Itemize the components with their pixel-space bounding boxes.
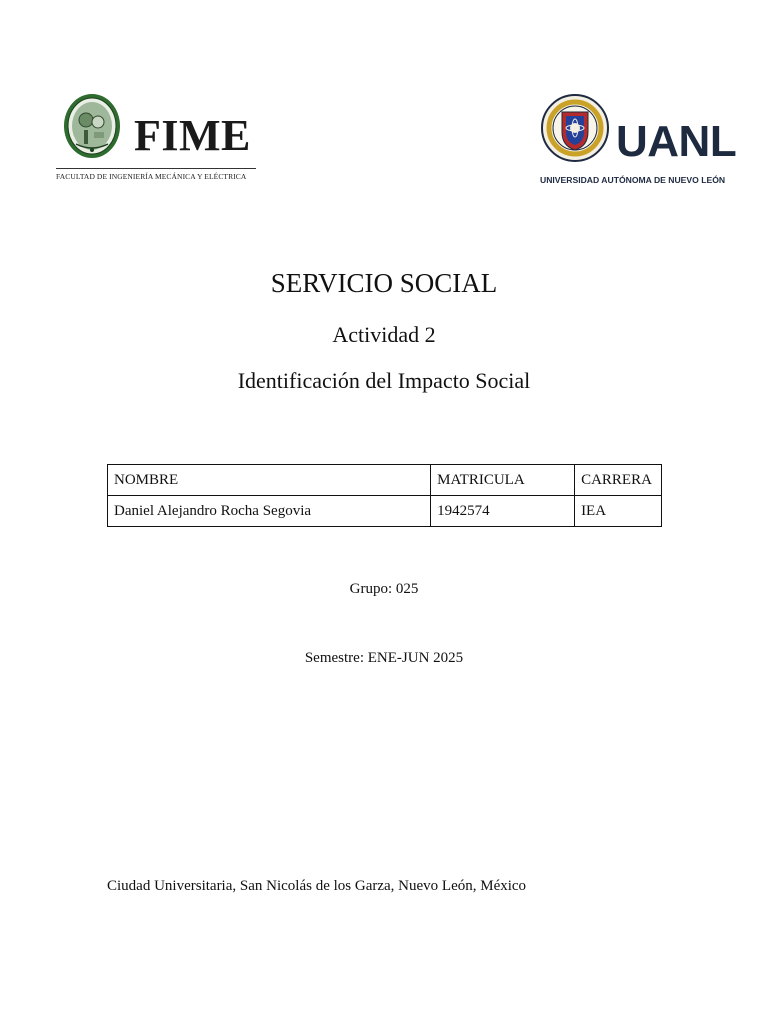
group-label: Grupo: 025	[349, 581, 419, 597]
cell-nombre: Daniel Alejandro Rocha Segovia	[108, 496, 431, 527]
student-info-table	[107, 464, 662, 527]
fime-divider	[56, 168, 256, 169]
fime-seal-icon	[62, 92, 122, 160]
fime-logo	[56, 90, 262, 190]
location-footer: Ciudad Universitaria, San Nicolás de los Garza, Nuevo León, México	[107, 878, 527, 894]
header-matricula: MATRICULA	[431, 465, 575, 496]
uanl-caption: UNIVERSIDAD AUTÓNOMA DE NUEVO LEÓN	[540, 175, 726, 185]
semester-label: Semestre: ENE-JUN 2025	[304, 650, 464, 666]
header-nombre: NOMBRE	[108, 465, 431, 496]
uanl-wordmark: UANL	[616, 117, 737, 166]
table-row	[108, 496, 662, 527]
header-carrera: CARRERA	[575, 465, 662, 496]
cell-matricula: 1942574	[431, 496, 575, 527]
fime-caption: FACULTAD DE INGENIERÍA MECÁNICA Y ELÉCTRICA	[56, 172, 247, 181]
fime-wordmark: FIME	[134, 111, 251, 160]
cell-carrera: IEA	[575, 496, 662, 527]
table-header-row	[108, 465, 662, 496]
document-title: SERVICIO SOCIAL	[270, 268, 498, 298]
uanl-seal-icon	[540, 92, 610, 164]
uanl-logo	[538, 92, 748, 192]
subject-title: Identificación del Impacto Social	[237, 368, 531, 393]
activity-title: Actividad 2	[332, 322, 436, 347]
